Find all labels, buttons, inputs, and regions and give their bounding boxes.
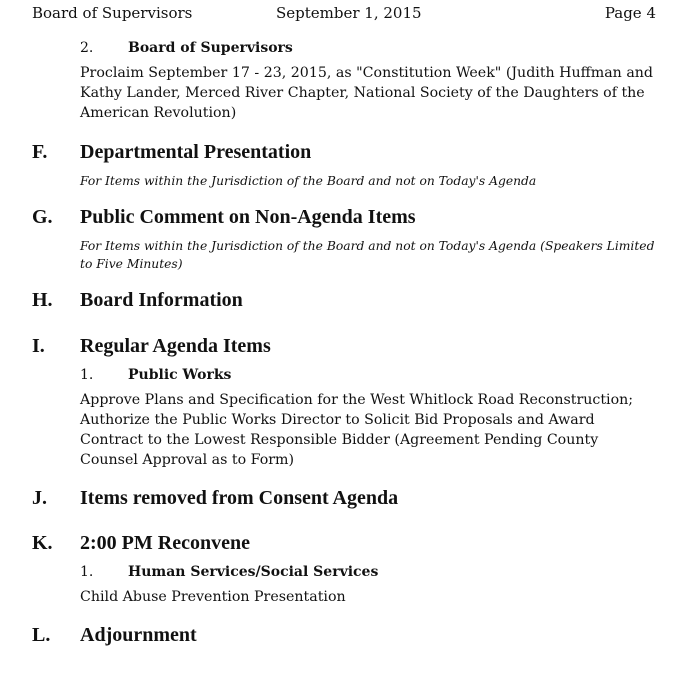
- item-k1-heading: [80, 564, 378, 580]
- item-title: Board of Supervisors: [128, 40, 293, 56]
- item-e2-heading: [80, 40, 293, 56]
- section-letter: K.: [32, 532, 53, 554]
- section-title: Items removed from Consent Agenda: [80, 487, 399, 509]
- item-number: 2.: [80, 40, 94, 56]
- section-f-heading: [32, 141, 311, 164]
- item-number: 1.: [80, 564, 94, 580]
- item-title: Public Works: [128, 367, 232, 383]
- section-letter: F.: [32, 141, 48, 163]
- section-k-heading: [32, 532, 250, 555]
- section-title: Public Comment on Non-Agenda Items: [80, 206, 416, 228]
- section-i-heading: [32, 335, 271, 358]
- section-letter: H.: [32, 289, 53, 311]
- section-title: 2:00 PM Reconvene: [80, 532, 250, 554]
- section-letter: L.: [32, 624, 51, 646]
- section-j-heading: [32, 487, 398, 510]
- section-title: Board Information: [80, 289, 243, 311]
- section-h-heading: [32, 289, 243, 312]
- section-g-note: For Items within the Jurisdiction of the Board and not on Today's Agenda (Speakers Limited to Five Minutes): [80, 239, 655, 271]
- section-letter: I.: [32, 335, 45, 357]
- section-g-heading: [32, 206, 416, 229]
- header-board-name: Board of Supervisors: [32, 4, 193, 22]
- item-number: 1.: [80, 367, 94, 383]
- item-title: Human Services/Social Services: [128, 564, 379, 580]
- header-page-number: Page 4: [604, 4, 656, 22]
- item-i1-text: Approve Plans and Specification for the West Whitlock Road Reconstruction; Authorize the Public Works Director to Solicit Bid Proposals and Award Contract to the Lowest Responsible Bidder (Agreement Pending County Counsel Approval as to Form): [80, 392, 634, 468]
- section-l-heading: [32, 624, 197, 647]
- section-letter: J.: [32, 487, 47, 509]
- header-date: September 1, 2015: [276, 4, 422, 22]
- section-title: Departmental Presentation: [80, 141, 312, 163]
- section-title: Adjournment: [80, 624, 197, 646]
- section-letter: G.: [32, 206, 53, 228]
- item-k1-text: Child Abuse Prevention Presentation: [80, 589, 346, 605]
- section-f-note: For Items within the Jurisdiction of the Board and not on Today's Agenda: [80, 174, 537, 188]
- item-e2-text: Proclaim September 17 - 23, 2015, as "Constitution Week" (Judith Huffman and Kathy Lander, Merced River Chapter, National Society of the Daughters of the American Revolution): [80, 65, 653, 121]
- section-title: Regular Agenda Items: [80, 335, 271, 357]
- item-i1-heading: [80, 367, 231, 383]
